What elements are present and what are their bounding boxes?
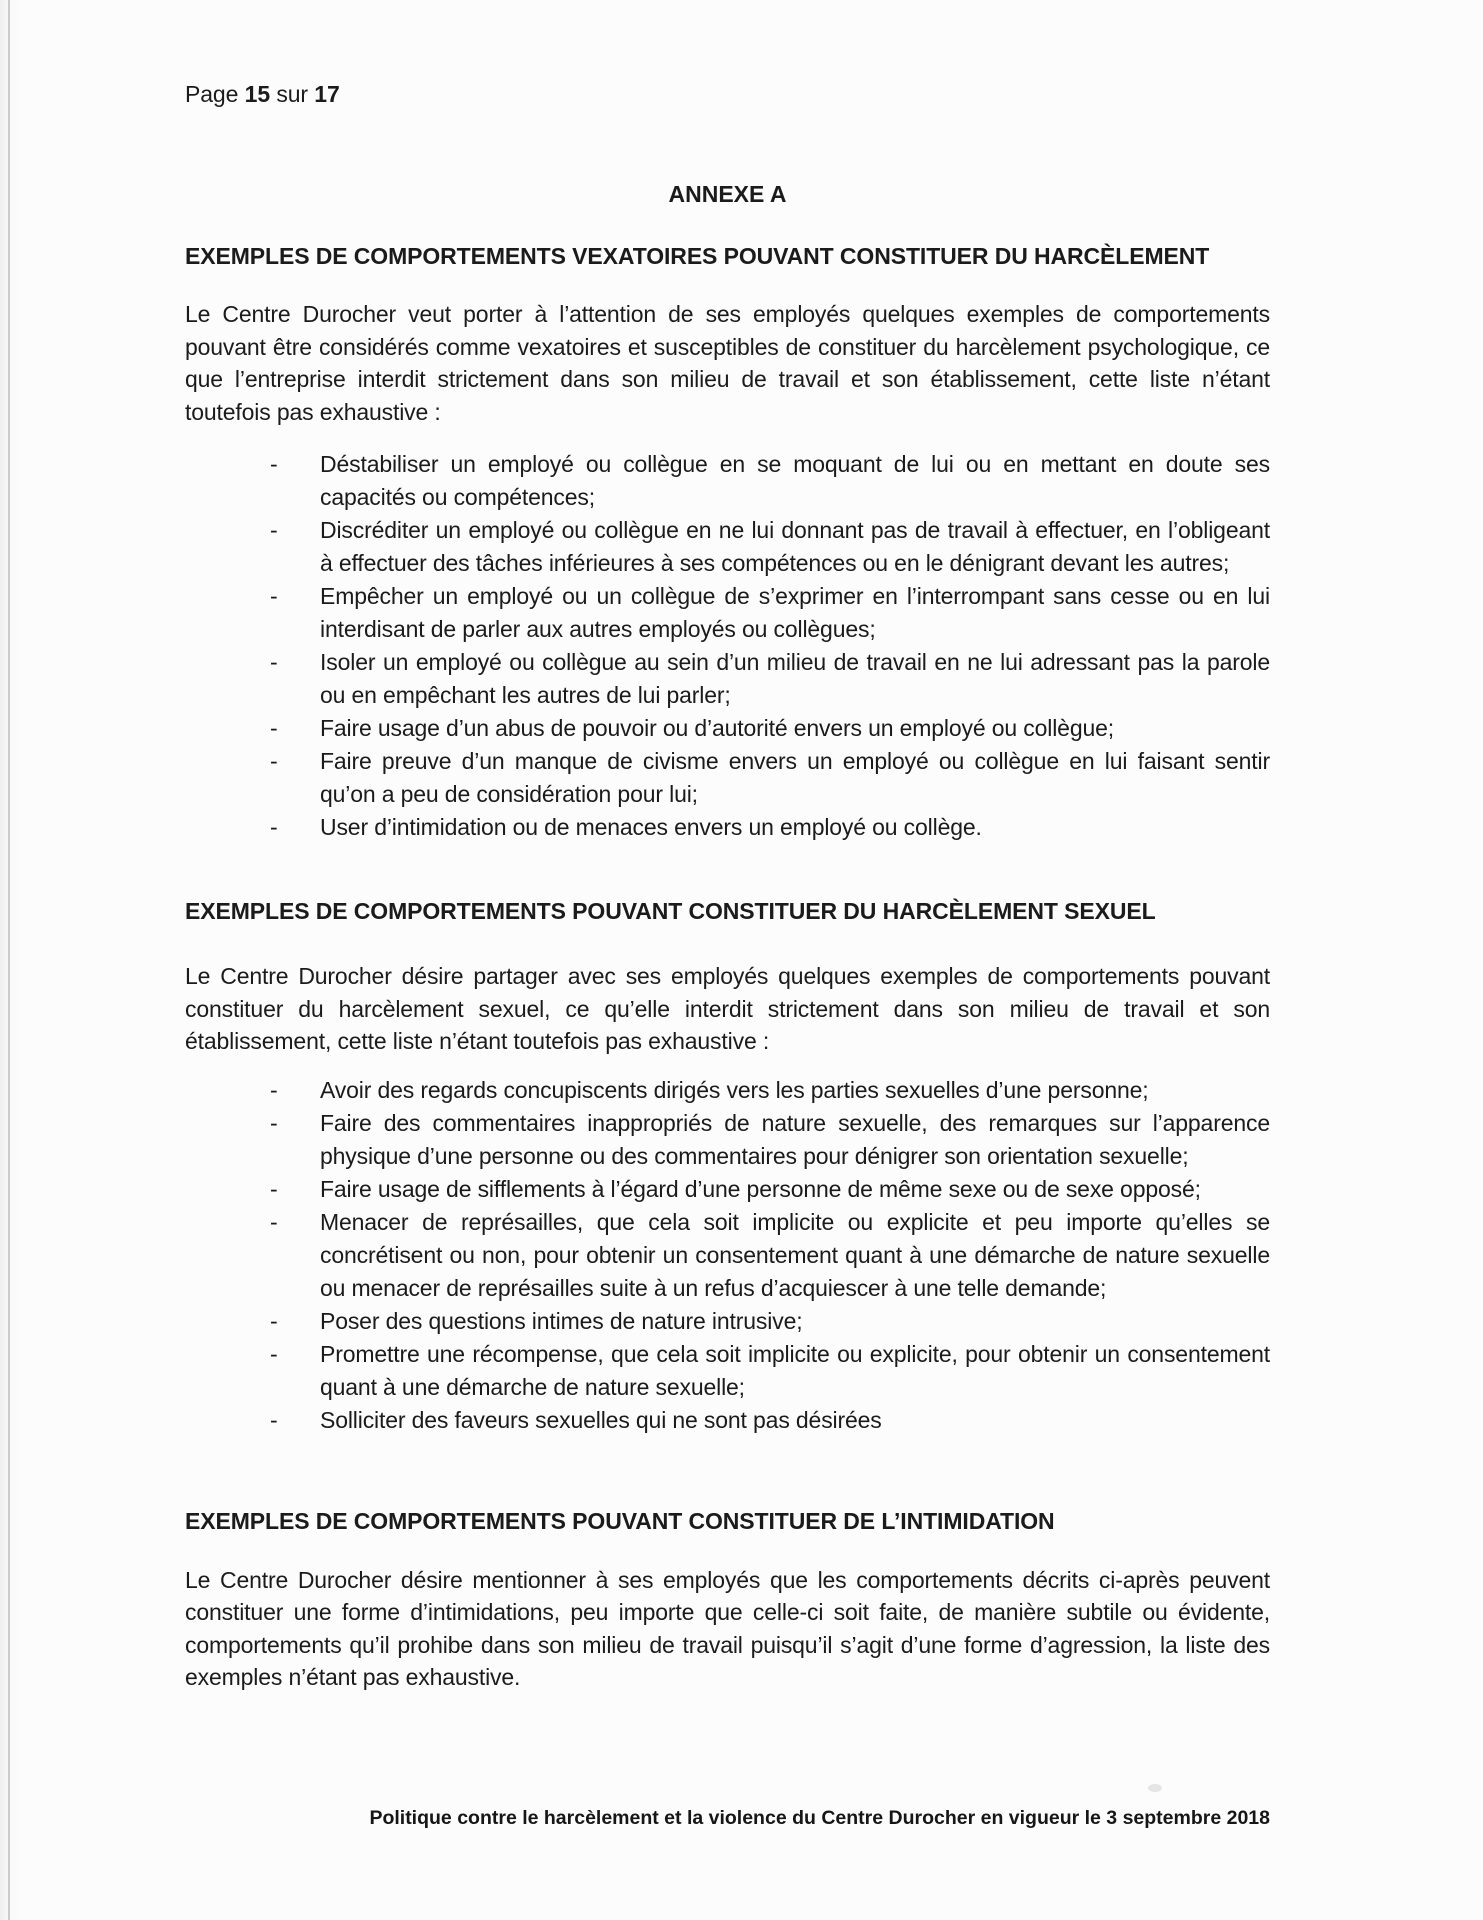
document-section (185, 240, 1270, 844)
bullet-dash-icon: - (270, 649, 278, 675)
bullet-dash-icon: - (270, 1076, 278, 1103)
bullet-dash-icon: - (270, 748, 278, 774)
list-item-text: Poser des questions intimes de nature intrusive; (320, 1307, 803, 1334)
list-item-text: Faire usage d’un abus de pouvoir ou d’autorité envers un employé ou collègue; (320, 715, 1114, 741)
list-item-text: Discréditer un employé ou collègue en ne lui donnant pas de travail à effectuer, en l’obligeant à effectuer des tâches inférieures à ses compétences ou en le dénigrant devant les autres; (320, 517, 1270, 576)
bullet-dash-icon: - (270, 517, 278, 543)
page-number-header (185, 78, 1270, 110)
list-item (185, 1404, 1270, 1437)
header-word-sur: sur (276, 81, 308, 107)
bullet-dash-icon: - (270, 451, 278, 477)
section-paragraph: Le Centre Durocher désire partager avec ses employés quelques exemples de comportements pouvant constituer du harcèlement sexuel, ce qu’elle interdit strictement dans son milieu de travail et son établissement, cette liste n’étant toutefois pas exhaustive : (185, 963, 1270, 1054)
bullet-dash-icon: - (270, 1208, 278, 1235)
list-item (185, 1074, 1270, 1107)
bullet-dash-icon: - (270, 583, 278, 609)
list-item-text: Menacer de représailles, que cela soit implicite ou explicite et peu importe qu’elles se concrétisent ou non, pour obtenir un consentement quant à une démarche de nature sexuelle ou menacer de représailles suite à un refus d’acquiescer à une telle demande; (320, 1208, 1270, 1301)
list-item (185, 1338, 1270, 1404)
scan-edge-line (8, 0, 10, 1920)
list-item (185, 1305, 1270, 1338)
bullet-dash-icon: - (270, 814, 278, 840)
section-paragraph: Le Centre Durocher veut porter à l’attention de ses employés quelques exemples de comportements pouvant être considérés comme vexatoires et susceptibles de constituer du harcèlement psychologique, ce que l’entreprise interdit strictement dans son milieu de travail et son établissement, cette liste n’étant toutefois pas exhaustive : (185, 301, 1270, 425)
sections-container (185, 240, 1270, 1694)
list-item-text: Isoler un employé ou collègue au sein d’un milieu de travail en ne lui adressant pas la parole ou en empêchant les autres de lui parler; (320, 649, 1270, 708)
bullet-dash-icon: - (270, 1175, 278, 1202)
list-item (185, 811, 1270, 844)
list-item-text: Solliciter des faveurs sexuelles qui ne sont pas désirées (320, 1406, 882, 1433)
annex-title: ANNEXE A (668, 181, 787, 207)
header-total-page-number: 17 (314, 81, 340, 107)
list-item-text: Faire des commentaires inappropriés de nature sexuelle, des remarques sur l’apparence physique d’une personne ou des commentaires pour dénigrer son orientation sexuelle; (320, 1109, 1270, 1169)
bullet-list (185, 448, 1270, 844)
document-section (185, 895, 1270, 1437)
list-item-text: Faire preuve d’un manque de civisme envers un employé ou collègue en lui faisant sentir qu’on a peu de considération pour lui; (320, 748, 1270, 807)
list-item-text: Faire usage de sifflements à l’égard d’une personne de même sexe ou de sexe opposé; (320, 1175, 1201, 1202)
list-item-text: Déstabiliser un employé ou collègue en se moquant de lui ou en mettant en doute ses capacités ou compétences; (320, 451, 1270, 510)
bullet-dash-icon: - (270, 1109, 278, 1136)
list-item (185, 1173, 1270, 1206)
list-item (185, 514, 1270, 580)
list-item (185, 1107, 1270, 1173)
list-item-text: Avoir des regards concupiscents dirigés vers les parties sexuelles d’une personne; (320, 1076, 1149, 1103)
bullet-dash-icon: - (270, 1406, 278, 1433)
list-item-text: Empêcher un employé ou un collègue de s’exprimer en l’interrompant sans cesse ou en lui interdisant de parler aux autres employés ou collègues; (320, 583, 1270, 642)
section-heading: EXEMPLES DE COMPORTEMENTS POUVANT CONSTITUER DU HARCÈLEMENT SEXUEL (185, 898, 1156, 924)
bullet-list (185, 1074, 1270, 1437)
section-heading: EXEMPLES DE COMPORTEMENTS POUVANT CONSTITUER DE L’INTIMIDATION (185, 1507, 1055, 1534)
page-content (185, 78, 1270, 1694)
header-current-page-number: 15 (244, 81, 271, 107)
section-heading: EXEMPLES DE COMPORTEMENTS VEXATOIRES POUVANT CONSTITUER DU HARCÈLEMENT (185, 243, 1210, 269)
document-section (185, 1505, 1270, 1694)
list-item (185, 745, 1270, 811)
bullet-dash-icon: - (270, 1340, 278, 1367)
scan-smudge-artifact (1148, 1784, 1162, 1792)
header-word-page: Page (185, 81, 239, 107)
section-paragraph: Le Centre Durocher désire mentionner à ses employés que les comportements décrits ci-après peuvent constituer une forme d’intimidations, peu importe que celle-ci soit faite, de manière subtile ou évidente, comportements qu’il prohibe dans son milieu de travail puisqu’il s’agit d’une forme d’agression, la liste des exemples n’étant pas exhaustive. (185, 1566, 1270, 1690)
footer-policy-line: Politique contre le harcèlement et la violence du Centre Durocher en vigueur le 3 septembre 2018 (369, 1807, 1270, 1829)
list-item-text: Promettre une récompense, que cela soit implicite ou explicite, pour obtenir un consentement quant à une démarche de nature sexuelle; (320, 1340, 1270, 1400)
list-item (185, 1206, 1270, 1305)
list-item (185, 712, 1270, 745)
bullet-dash-icon: - (270, 1307, 278, 1334)
list-item (185, 448, 1270, 514)
list-item (185, 580, 1270, 646)
list-item (185, 646, 1270, 712)
bullet-dash-icon: - (270, 715, 278, 741)
list-item-text: User d’intimidation ou de menaces envers un employé ou collège. (320, 814, 982, 840)
